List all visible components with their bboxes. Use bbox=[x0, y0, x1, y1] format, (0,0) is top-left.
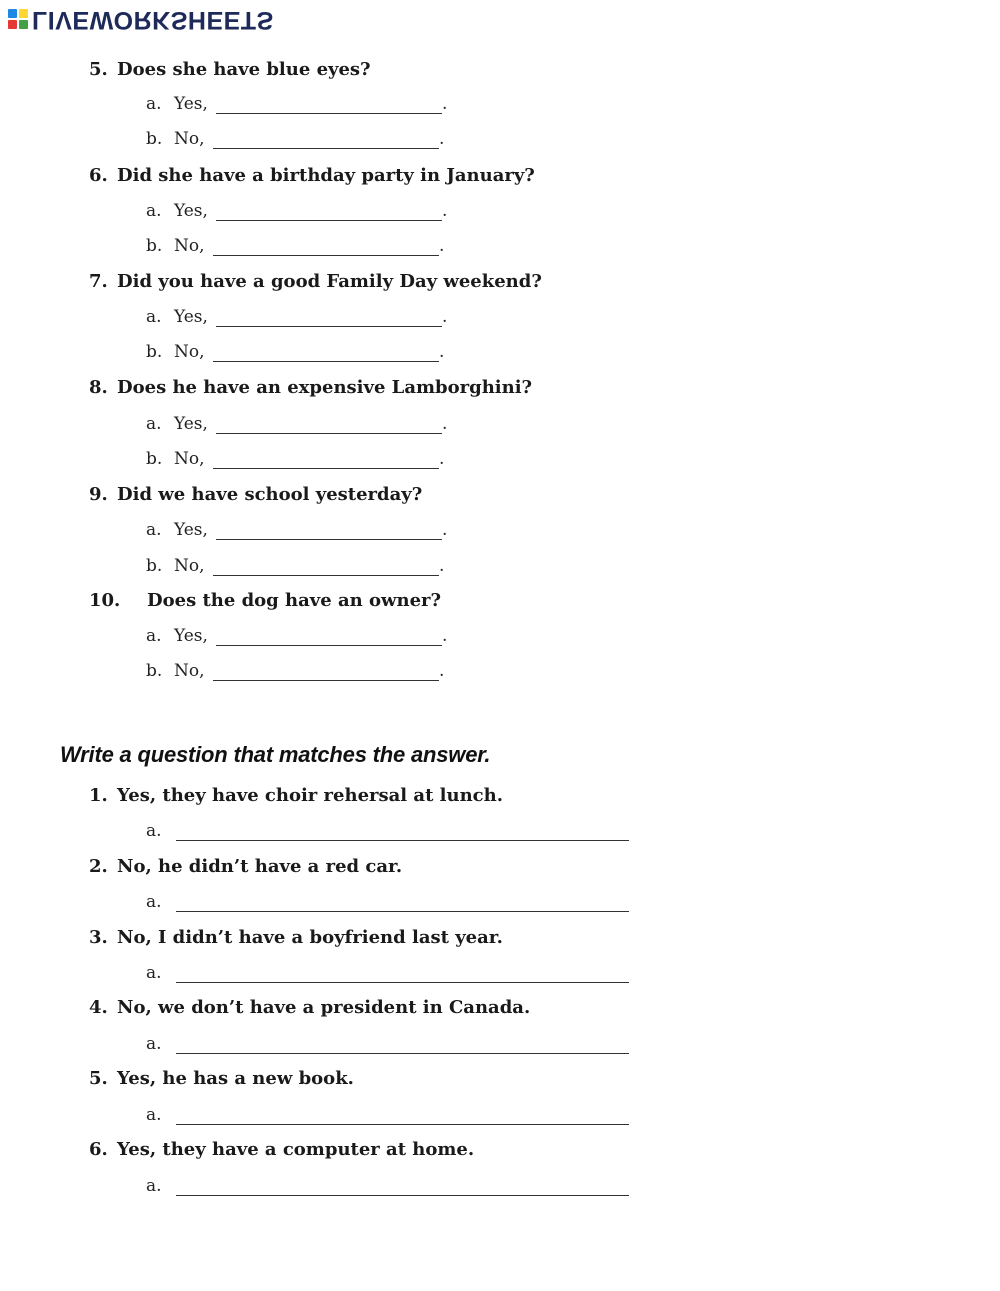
answer-blank[interactable] bbox=[213, 680, 439, 681]
question-text: Did she have a birthday party in January? bbox=[117, 165, 535, 186]
option-letter: b. bbox=[146, 449, 163, 469]
answer-blank[interactable] bbox=[176, 840, 629, 841]
answer-blank[interactable] bbox=[176, 1124, 629, 1125]
answer-blank[interactable] bbox=[216, 220, 442, 221]
question-number: 7. bbox=[89, 271, 108, 292]
part1-question-6 bbox=[89, 165, 535, 186]
answer-blank[interactable] bbox=[176, 1195, 629, 1196]
period: . bbox=[439, 556, 445, 576]
period: . bbox=[442, 520, 448, 540]
question-text: Does he have an expensive Lamborghini? bbox=[117, 377, 533, 398]
logo-text: LIVEWORKSHEETS bbox=[32, 5, 274, 34]
part1-question-10 bbox=[89, 590, 441, 611]
period: . bbox=[439, 449, 445, 469]
part2-question-6 bbox=[89, 1139, 474, 1160]
part2-question-2 bbox=[89, 856, 402, 877]
period: . bbox=[442, 201, 448, 221]
option-word: No, bbox=[174, 342, 205, 362]
option-letter: b. bbox=[146, 342, 163, 362]
answer-blank[interactable] bbox=[176, 982, 629, 983]
option-letter: a. bbox=[146, 892, 162, 912]
option-letter: a. bbox=[146, 520, 162, 540]
question-text: Did you have a good Family Day weekend? bbox=[117, 271, 542, 292]
part1-question-5 bbox=[89, 59, 371, 80]
period: . bbox=[439, 661, 445, 681]
answer-blank[interactable] bbox=[213, 361, 439, 362]
logo-blocks-icon bbox=[8, 9, 28, 29]
section-title: Write a question that matches the answer. bbox=[60, 742, 491, 767]
period: . bbox=[442, 94, 448, 114]
part2-question-1 bbox=[89, 785, 503, 806]
answer-blank[interactable] bbox=[216, 113, 442, 114]
period: . bbox=[442, 626, 448, 646]
part2-question-4 bbox=[89, 997, 530, 1018]
part2-question-5 bbox=[89, 1068, 354, 1089]
question-number: 2. bbox=[89, 856, 108, 877]
question-number: 5. bbox=[89, 1068, 108, 1089]
option-word: Yes, bbox=[174, 626, 208, 646]
answer-blank[interactable] bbox=[213, 575, 439, 576]
option-word: No, bbox=[174, 556, 205, 576]
logo-block-yellow bbox=[19, 9, 28, 18]
period: . bbox=[439, 236, 445, 256]
option-letter: a. bbox=[146, 963, 162, 983]
option-word: No, bbox=[174, 236, 205, 256]
question-text: Yes, he has a new book. bbox=[117, 1068, 354, 1089]
answer-blank[interactable] bbox=[213, 255, 439, 256]
period: . bbox=[439, 129, 445, 149]
period: . bbox=[439, 342, 445, 362]
part1-question-8 bbox=[89, 377, 532, 398]
option-letter: a. bbox=[146, 307, 162, 327]
answer-blank[interactable] bbox=[216, 539, 442, 540]
answer-blank[interactable] bbox=[216, 645, 442, 646]
option-letter: a. bbox=[146, 626, 162, 646]
option-word: No, bbox=[174, 129, 205, 149]
option-letter: a. bbox=[146, 94, 162, 114]
answer-blank[interactable] bbox=[176, 1053, 629, 1054]
question-text: No, I didn’t have a boyfriend last year. bbox=[117, 927, 503, 948]
question-number: 3. bbox=[89, 927, 108, 948]
question-text: Yes, they have a computer at home. bbox=[117, 1139, 475, 1160]
part2-question-3 bbox=[89, 927, 503, 948]
option-letter: a. bbox=[146, 1034, 162, 1054]
question-text: Does she have blue eyes? bbox=[117, 59, 371, 80]
part1-question-7 bbox=[89, 271, 542, 292]
option-word: Yes, bbox=[174, 307, 208, 327]
option-letter: a. bbox=[146, 414, 162, 434]
question-text: Did we have school yesterday? bbox=[117, 484, 423, 505]
answer-blank[interactable] bbox=[216, 433, 442, 434]
question-text: No, we don’t have a president in Canada. bbox=[117, 997, 531, 1018]
answer-blank[interactable] bbox=[216, 326, 442, 327]
option-letter: b. bbox=[146, 129, 163, 149]
option-word: Yes, bbox=[174, 94, 208, 114]
question-text: Does the dog have an owner? bbox=[147, 590, 442, 611]
option-letter: b. bbox=[146, 556, 163, 576]
option-letter: a. bbox=[146, 1105, 162, 1125]
question-text: Yes, they have choir rehersal at lunch. bbox=[117, 785, 503, 806]
option-letter: a. bbox=[146, 201, 162, 221]
answer-blank[interactable] bbox=[213, 468, 439, 469]
part1-question-9 bbox=[89, 484, 422, 505]
question-number: 6. bbox=[89, 1139, 108, 1160]
option-letter: a. bbox=[146, 1176, 162, 1196]
option-letter: b. bbox=[146, 661, 163, 681]
question-number: 8. bbox=[89, 377, 108, 398]
option-word: Yes, bbox=[174, 201, 208, 221]
question-number: 10. bbox=[89, 590, 121, 611]
period: . bbox=[442, 307, 448, 327]
question-number: 1. bbox=[89, 785, 108, 806]
option-word: Yes, bbox=[174, 520, 208, 540]
question-text: No, he didn’t have a red car. bbox=[117, 856, 403, 877]
option-word: No, bbox=[174, 449, 205, 469]
logo-block-red bbox=[8, 20, 17, 29]
option-letter: a. bbox=[146, 821, 162, 841]
liveworksheets-logo bbox=[8, 4, 274, 34]
logo-block-blue bbox=[8, 9, 17, 18]
answer-blank[interactable] bbox=[213, 148, 439, 149]
question-number: 6. bbox=[89, 165, 108, 186]
period: . bbox=[442, 414, 448, 434]
logo-block-green bbox=[19, 20, 28, 29]
question-number: 9. bbox=[89, 484, 108, 505]
question-number: 4. bbox=[89, 997, 108, 1018]
option-word: No, bbox=[174, 661, 205, 681]
option-word: Yes, bbox=[174, 414, 208, 434]
answer-blank[interactable] bbox=[176, 911, 629, 912]
option-letter: b. bbox=[146, 236, 163, 256]
question-number: 5. bbox=[89, 59, 108, 80]
